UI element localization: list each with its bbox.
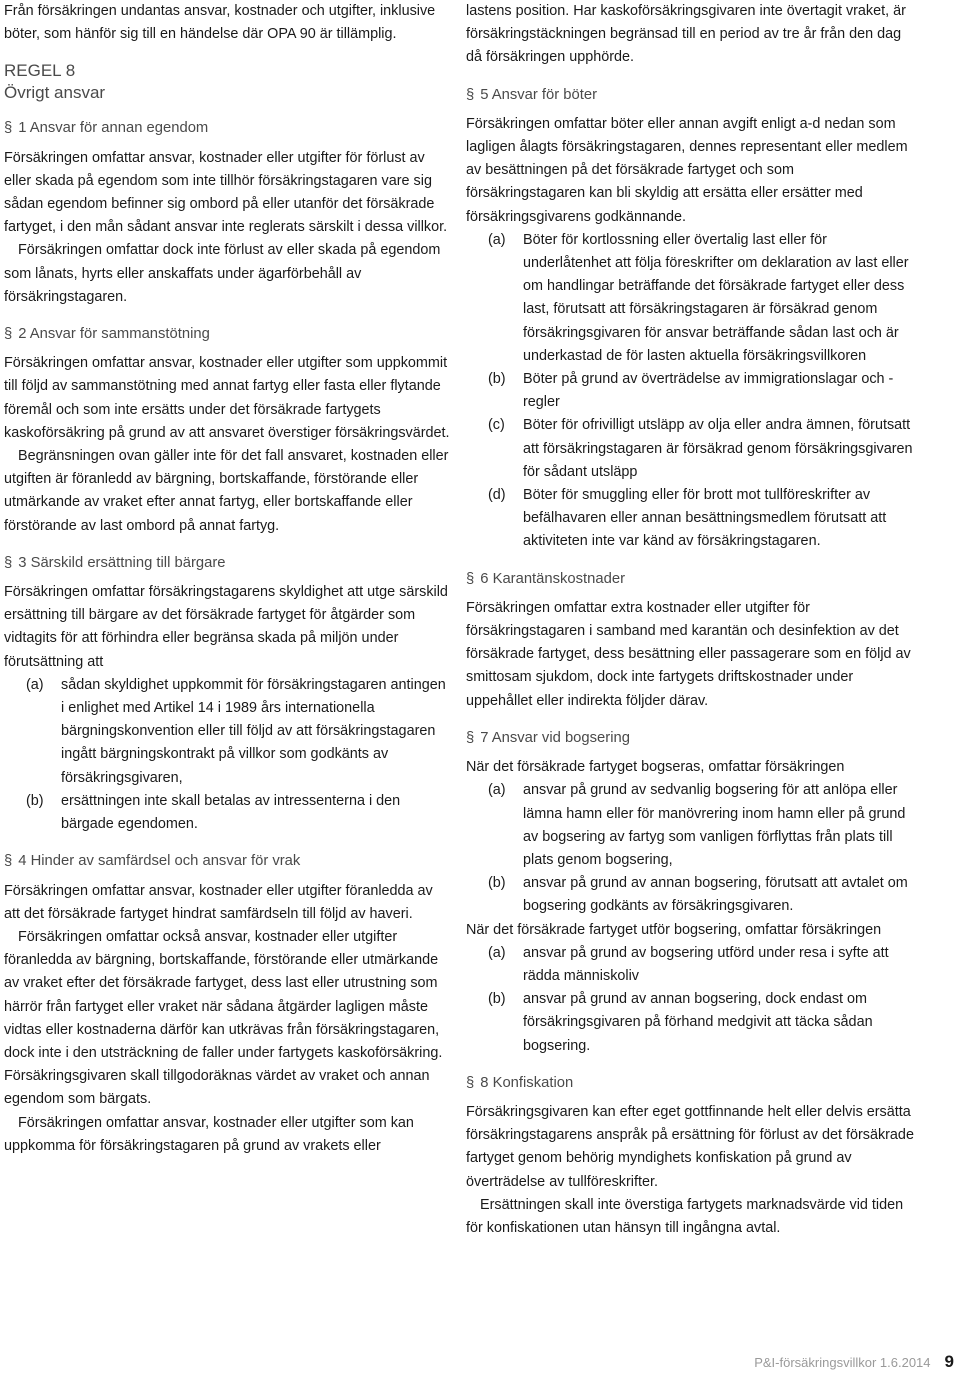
section-7-list-2 — [466, 942, 916, 1058]
list-item: (d) Böter för smuggling eller för brott mot tullföreskrifter av befälhavaren eller annan besättningsmedlem förutsatt att aktiviteten inte var känd av försäkringstagaren. — [488, 487, 887, 550]
section-3-heading: § 3 Särskild ersättning till bärgare — [4, 554, 226, 571]
right-column — [466, 0, 916, 1240]
section-4-paragraph-2: Försäkringen omfattar också ansvar, kostnader eller utgifter föranledda av bärgning, bortskaffande, förstörande eller utmärkande av vraket efter det försäkrade fartyget, dess last eller utrustning som härrör från fartyget eller vraket när sådana åtgärder lagligen måste vidtas eller kostnaderna därför kan utkrävas från försäkringstagaren, dock inte i den utsträckning de faller under fartygets kaskoförsäkring. Försäkringsgivaren skall tillgodoräknas värdet av vraket och annan egendom som bärgats. — [4, 928, 443, 1108]
section-8-heading: § 8 Konfiskation — [466, 1074, 574, 1091]
list-item: (a) ansvar på grund av bogsering utförd under resa i syfte att rädda människoliv — [488, 944, 889, 984]
section-sign: § — [466, 86, 475, 103]
section-6-paragraph-1: Försäkringen omfattar extra kostnader eller utgifter för försäkringstagaren i samband med karantän och desinfektion av det försäkrade fartyget, dess besättning eller passagerare som en följd av smittosam sjukdom, dock inte fartygets driftskostnader under uppehållet eller indirekta följder därav. — [466, 599, 911, 709]
section-2-paragraph-1: Försäkringen omfattar ansvar, kostnader eller utgifter som uppkommit till följd av sammanstötning med annat fartyg eller fasta eller flytande föremål och som inte ersätts under det försäkrade fartygets kaskoförsäkring på grund av att ansvaret överstiger försäkringsvärdet. — [4, 355, 450, 441]
list-item: (c) Böter för ofrivilligt utsläpp av olja eller andra ämnen, förutsatt att försäkringstagaren är försäkrad genom försäkringsgivaren för sådant utsläpp — [488, 417, 913, 480]
section-7-list-1 — [466, 779, 916, 918]
section-7-heading: § 7 Ansvar vid bogsering — [466, 729, 630, 746]
left-column — [4, 0, 452, 1158]
section-5-paragraph-1: Försäkringen omfattar böter eller annan avgift enligt a-d nedan som lagligen ålagts försäkringstagaren, dennes representant eller medlem av besättningen på det försäkrade fartyget och som försäkringstagaren kan bli skyldig att ersätta eller ersätter med försäkringsgivarens godkännande. — [466, 115, 908, 225]
section-8-paragraph-1: Försäkringsgivaren kan efter eget gottfinnande helt eller delvis ersätta försäkringstagarens anspråk på ersättning för förlust av det försäkrade fartyget genom behörig myndighets konfiskation på grund av överträdelse av tullföreskrifter. — [466, 1103, 914, 1190]
section-1-paragraph-1: Försäkringen omfattar ansvar, kostnader eller utgifter för förlust av eller skada på egendom som inte tillhör försäkringstagaren vare sig sådan egendom befinner sig ombord på eller utanför det försäkrade fartyget, i den mån sådant ansvar inte reglerats särskilt i dessa villkor. — [4, 149, 448, 236]
section-1-paragraph-2: Försäkringen omfattar dock inte förlust av eller skada på egendom som lånats, hyrts eller anskaffats under ägarförbehåll av försäkringstagaren. — [4, 242, 441, 305]
section-4-paragraph-1: Försäkringen omfattar ansvar, kostnader eller utgifter föranledda av att det försäkrade fartyget hindrat samfärdseln till följd av haveri. — [4, 882, 433, 922]
page-number: 9 — [944, 1351, 954, 1371]
intro-paragraph: Från försäkringen undantas ansvar, kostnader och utgifter, inklusive böter, som hänför sig till en händelse där OPA 90 är tillämplig. — [4, 3, 436, 43]
section-sign: § — [4, 120, 13, 137]
list-item: (b) Böter på grund av överträdelse av immigrationslagar och -regler — [488, 371, 894, 411]
regel-heading — [4, 60, 452, 103]
regel-title: Övrigt ansvar — [4, 82, 106, 102]
footer-document-title: P&I-försäkringsvillkor 1.6.2014 — [754, 1354, 931, 1370]
section-6-heading: § 6 Karantänskostnader — [466, 570, 626, 587]
section-sign: § — [466, 570, 475, 587]
section-7-paragraph-1: När det försäkrade fartyget bogseras, omfattar försäkringen — [466, 759, 845, 776]
list-item: (a) Böter för kortlossning eller övertalig last eller för underlåtenhet att följa föreskrifter om deklaration av last eller om handlingar beträffande det försäkrade fartyget eller dess last, förutsatt att försäkringstagaren är försäkrad genom försäkringsgivaren för ansvar beträffande sådan last och är underkastad de för lasten aktuella försäkringsvillkoren — [488, 231, 909, 364]
list-item: (b) ersättningen inte skall betalas av intressenterna i den bärgade egendomen. — [26, 792, 401, 833]
section-2-heading: § 2 Ansvar för sammanstötning — [4, 326, 210, 343]
section-sign: § — [466, 729, 475, 746]
continued-paragraph: lastens position. Har kaskoförsäkringsgivaren inte övertagit vraket, är försäkringstäckningen begränsad till en period av tre år från den dag då försäkringen upphörde. — [466, 3, 906, 66]
regel-number: REGEL 8 — [4, 61, 76, 81]
section-3-paragraph-1: Försäkringen omfattar försäkringstagarens skyldighet att utge särskild ersättning till bärgare av det försäkrade fartyget för åtgärder som vidtagits för att förhindra eller begränsa skada på miljön under förutsättning att — [4, 584, 448, 670]
list-item: (a) ansvar på grund av sedvanlig bogsering för att anlöpa eller lämna hamn eller för manövrering inom hamn eller på grund av bogsering av fartyg som vanligen förflyttas från plats till plats genom bogsering, — [488, 782, 906, 868]
section-sign: § — [466, 1074, 475, 1091]
list-item: (b) ansvar på grund av annan bogsering, dock endast om försäkringsgivaren på förhand medgivit att täcka sådan bogsering. — [488, 991, 873, 1054]
section-3-list — [4, 674, 452, 836]
section-7-paragraph-2: När det försäkrade fartyget utför bogsering, omfattar försäkringen — [466, 921, 882, 938]
page-footer — [754, 1350, 954, 1374]
section-1-heading: § 1 Ansvar för annan egendom — [4, 120, 209, 137]
section-4-paragraph-3: Försäkringen omfattar ansvar, kostnader eller utgifter som kan uppkomma för försäkringstagaren på grund av vrakets eller — [4, 1114, 414, 1154]
section-5-list — [466, 229, 916, 554]
section-2-paragraph-2: Begränsningen ovan gäller inte för det fall ansvaret, kostnaden eller utgiften är föranledd av bärgning, bortskaffande, förstörande eller utmärkande av vraket efter annat fartyg, eller bortskaffande eller förstörande av last ombord på annat fartyg. — [4, 448, 449, 534]
section-sign: § — [4, 326, 13, 343]
list-item: (b) ansvar på grund av annan bogsering, förutsatt att avtalet om bogsering godkänts av försäkringsgivaren. — [488, 875, 908, 915]
section-sign: § — [4, 554, 13, 571]
section-8-paragraph-2: Ersättningen skall inte överstiga fartygets marknadsvärde vid tiden för konfiskationen utan hänsyn till ingångna avtal. — [466, 1196, 904, 1236]
section-sign: § — [4, 853, 13, 870]
section-5-heading: § 5 Ansvar för böter — [466, 86, 598, 103]
list-item: (a) sådan skyldighet uppkommit för försäkringstagaren antingen i enlighet med Artikel 14 i 1989 års internationella bärgningskonvention eller till följd av att försäkringstagaren ingått bärgningskontrakt på villkor som godkänts av försäkringsgivaren, — [26, 676, 446, 786]
section-4-heading: § 4 Hinder av samfärdsel och ansvar för vrak — [4, 853, 301, 870]
